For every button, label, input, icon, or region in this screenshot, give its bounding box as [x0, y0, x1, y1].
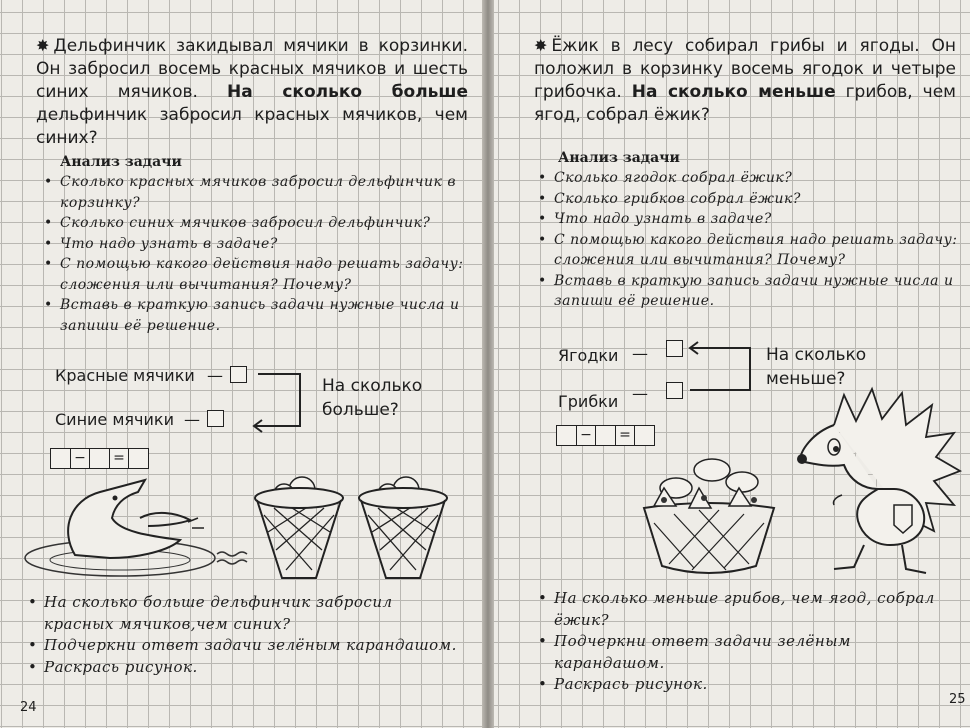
list-item: • Сколько синих мячиков забросил дельфинчик? [44, 213, 464, 234]
list-item: • Раскрась рисунок. [538, 674, 966, 696]
equation-cell[interactable] [50, 448, 71, 469]
question-label-line2: больше? [322, 400, 399, 420]
berry-basket-icon [634, 448, 784, 578]
dash: — [184, 410, 200, 429]
label-mushrooms: Грибки [558, 392, 619, 411]
star-icon: ✸ [534, 36, 548, 55]
list-item: • Вставь в краткую запись задачи нужные числа и запиши её решение. [538, 271, 958, 312]
list-item: • Сколько грибков собрал ёжик? [538, 189, 958, 210]
equation-cell[interactable] [634, 425, 655, 446]
star-icon: ✸ [36, 36, 50, 55]
list-item: • С помощью какого действия надо решать задачу: сложения или вычитания? Почему? [538, 230, 958, 271]
hedgehog-icon [794, 385, 964, 585]
water-waves-icon [215, 548, 255, 568]
final-tasks [538, 588, 966, 696]
question-label-line1: На сколько [322, 376, 423, 396]
page-number: 25 [949, 692, 966, 707]
final-tasks [28, 592, 460, 678]
equation-cell: = [615, 425, 636, 446]
equation-cell: − [576, 425, 597, 446]
bracket-arrow-icon [250, 366, 320, 436]
list-item: • Раскрась рисунок. [28, 657, 460, 679]
list-item: • Вставь в краткую запись задачи нужные числа и запиши её решение. [44, 295, 464, 336]
analysis-questions [44, 172, 464, 336]
basket-icon [252, 470, 347, 585]
book-gutter [482, 0, 494, 728]
list-item: • Подчеркни ответ задачи зелёным карандашом. [538, 631, 966, 674]
answer-box-blue[interactable] [207, 410, 224, 427]
equation-cell[interactable] [595, 425, 616, 446]
right-page [494, 0, 970, 728]
left-page [0, 0, 482, 728]
dash: — [632, 384, 648, 403]
equation-cell[interactable] [556, 425, 577, 446]
analysis-questions [538, 168, 958, 312]
answer-box-berries[interactable] [666, 340, 683, 357]
answer-box-mushrooms[interactable] [666, 382, 683, 399]
equation-cells [556, 425, 654, 446]
analysis-title: Анализ задачи [60, 154, 182, 170]
bracket-arrow-icon [686, 340, 756, 396]
list-item: • Сколько ягодок собрал ёжик? [538, 168, 958, 189]
label-blue-balls: Синие мячики [55, 410, 174, 429]
equation-cell: = [109, 448, 130, 469]
equation-cell[interactable] [89, 448, 110, 469]
list-item: • Что надо узнать в задаче? [538, 209, 958, 230]
question-label-line2: меньше? [766, 369, 846, 389]
list-item: • Подчеркни ответ задачи зелёным карандашом. [28, 635, 460, 657]
question-label-line1: На сколько [766, 345, 867, 365]
equation-cell: − [70, 448, 91, 469]
list-item: • С помощью какого действия надо решать задачу: сложения или вычитания? Почему? [44, 254, 464, 295]
label-berries: Ягодки [558, 346, 619, 365]
list-item: • На сколько меньше грибов, чем ягод, собрал ёжик? [538, 588, 966, 631]
equation-cell[interactable] [128, 448, 149, 469]
basket-icon [356, 470, 451, 585]
dash: — [632, 344, 648, 363]
dolphin-icon [20, 470, 230, 585]
label-red-balls: Красные мячики [55, 366, 195, 385]
dash: — [207, 366, 223, 385]
list-item: • Сколько красных мячиков забросил дельфинчик в корзинку? [44, 172, 464, 213]
analysis-title: Анализ задачи [558, 150, 680, 166]
task-statement: ✸ Дельфинчик закидывал мячики в корзинки. Он забросил восемь красных мячиков и шесть синих мячиков. На сколько больше дельфинчик забросил красных мячиков, чем синих? [36, 36, 468, 148]
equation-cells [50, 448, 148, 469]
list-item: • Что надо узнать в задаче? [44, 234, 464, 255]
list-item: • На сколько больше дельфинчик забросил красных мячиков,чем синих? [28, 592, 460, 635]
answer-box-red[interactable] [230, 366, 247, 383]
task-statement: ✸ Ёжик в лесу собирал грибы и ягоды. Он положил в корзинку восемь ягодок и четыре грибочка. На сколько меньше грибов, чем ягод, собрал ёжик? [534, 36, 956, 125]
page-number: 24 [20, 700, 37, 715]
